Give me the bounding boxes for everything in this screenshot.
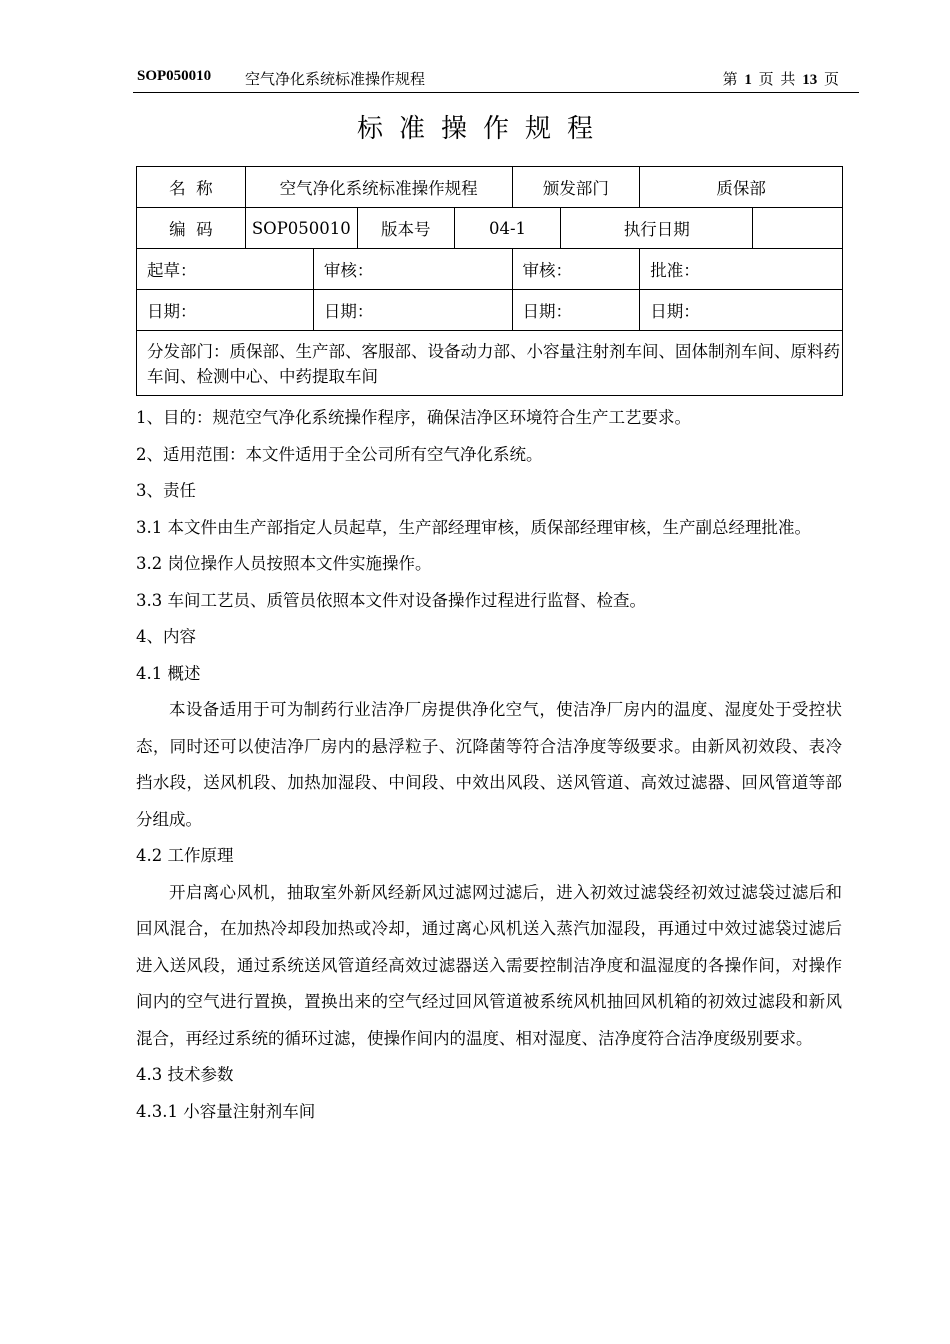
date4-label: 日期： (640, 290, 843, 331)
section-scope: 2、适用范围：本文件适用于全公司所有空气净化系统。 (136, 444, 543, 464)
page-mid: 页 共 (758, 70, 796, 88)
code-value: SOP050010 (245, 208, 357, 249)
document-info-table (136, 166, 843, 396)
name-label: 名 称 (137, 167, 246, 208)
header-doc-title: 空气净化系统标准操作规程 (245, 70, 426, 88)
approve-label: 批准： (640, 249, 843, 290)
page-indicator (723, 68, 839, 89)
section-content: 4、内容 (136, 627, 196, 646)
section-4-2-text: 开启离心风机，抽取室外新风经新风过滤网过滤后，进入初效过滤袋经初效过滤袋过滤后和回风混合，在加热冷却段加热或冷却，通过离心风机送入蒸汽加湿段，再通过中效过滤袋过滤后进入送风段，通过系统送风管道经高效过滤器送入需要控制洁净度和温湿度的各操作间，对操作间内的空气进行置换，置换出来的空气经过回风管道被系统风机抽回风机箱的初效过滤段和新风混合，再经过系统的循环过滤，使操作间内的温度、相对湿度、洁净度符合洁净度级别要求。 (136, 882, 842, 1048)
version-label: 版本号 (357, 208, 454, 249)
section-4-3-1-heading: 4.3.1 小容量注射剂车间 (136, 1101, 316, 1121)
date3-label: 日期： (512, 290, 640, 331)
section-3-2: 3.2 岗位操作人员按照本文件实施操作。 (136, 554, 432, 573)
section-3-1: 3.1 本文件由生产部指定人员起草，生产部经理审核，质保部经理审核，生产副总经理批准。 (136, 517, 811, 537)
section-4-2-heading: 4.2 工作原理 (136, 846, 234, 865)
section-3-3: 3.3 车间工艺员、质管员依照本文件对设备操作过程进行监督、检查。 (136, 590, 646, 610)
date2-label: 日期： (313, 290, 512, 331)
section-4-1-text: 本设备适用于可为制药行业洁净厂房提供净化空气，使洁净厂房内的温度、湿度处于受控状态，同时还可以使洁净厂房内的悬浮粒子、沉降菌等符合洁净度等级要求。由新风初效段、表冷挡水段，送风机段、加热加湿段、中间段、中效出风段、送风管道、高效过滤器、回风管道等部分组成。 (136, 700, 842, 829)
code-label: 编 码 (137, 208, 246, 249)
header-doc-code: SOP050010 (137, 68, 212, 84)
section-4-1-heading: 4.1 概述 (136, 663, 201, 683)
document-title: 标准操作规程 (356, 114, 609, 144)
page-total: 13 (802, 72, 818, 88)
document-body (136, 400, 842, 1130)
page-suffix: 页 (823, 70, 839, 88)
exec-date-label: 执行日期 (561, 208, 753, 249)
page-number: 1 (744, 72, 752, 88)
exec-date-value (753, 208, 843, 249)
section-responsibility: 3、责任 (136, 481, 196, 500)
distribution-departments: 分发部门：质保部、生产部、客服部、设备动力部、小容量注射剂车间、固体制剂车间、原料药车间、检测中心、中药提取车间 (137, 331, 843, 396)
issue-dept-value: 质保部 (640, 167, 843, 208)
section-4-3-heading: 4.3 技术参数 (136, 1065, 234, 1084)
draft-label: 起草： (137, 249, 314, 290)
page-prefix: 第 (722, 70, 738, 88)
date1-label: 日期： (137, 290, 314, 331)
version-value: 04-1 (454, 208, 561, 249)
issue-dept-label: 颁发部门 (512, 167, 640, 208)
name-value: 空气净化系统标准操作规程 (245, 167, 512, 208)
review1-label: 审核： (313, 249, 512, 290)
page-header (133, 66, 859, 93)
section-purpose: 1、目的：规范空气净化系统操作程序，确保洁净区环境符合生产工艺要求。 (136, 408, 691, 427)
review2-label: 审核： (512, 249, 640, 290)
